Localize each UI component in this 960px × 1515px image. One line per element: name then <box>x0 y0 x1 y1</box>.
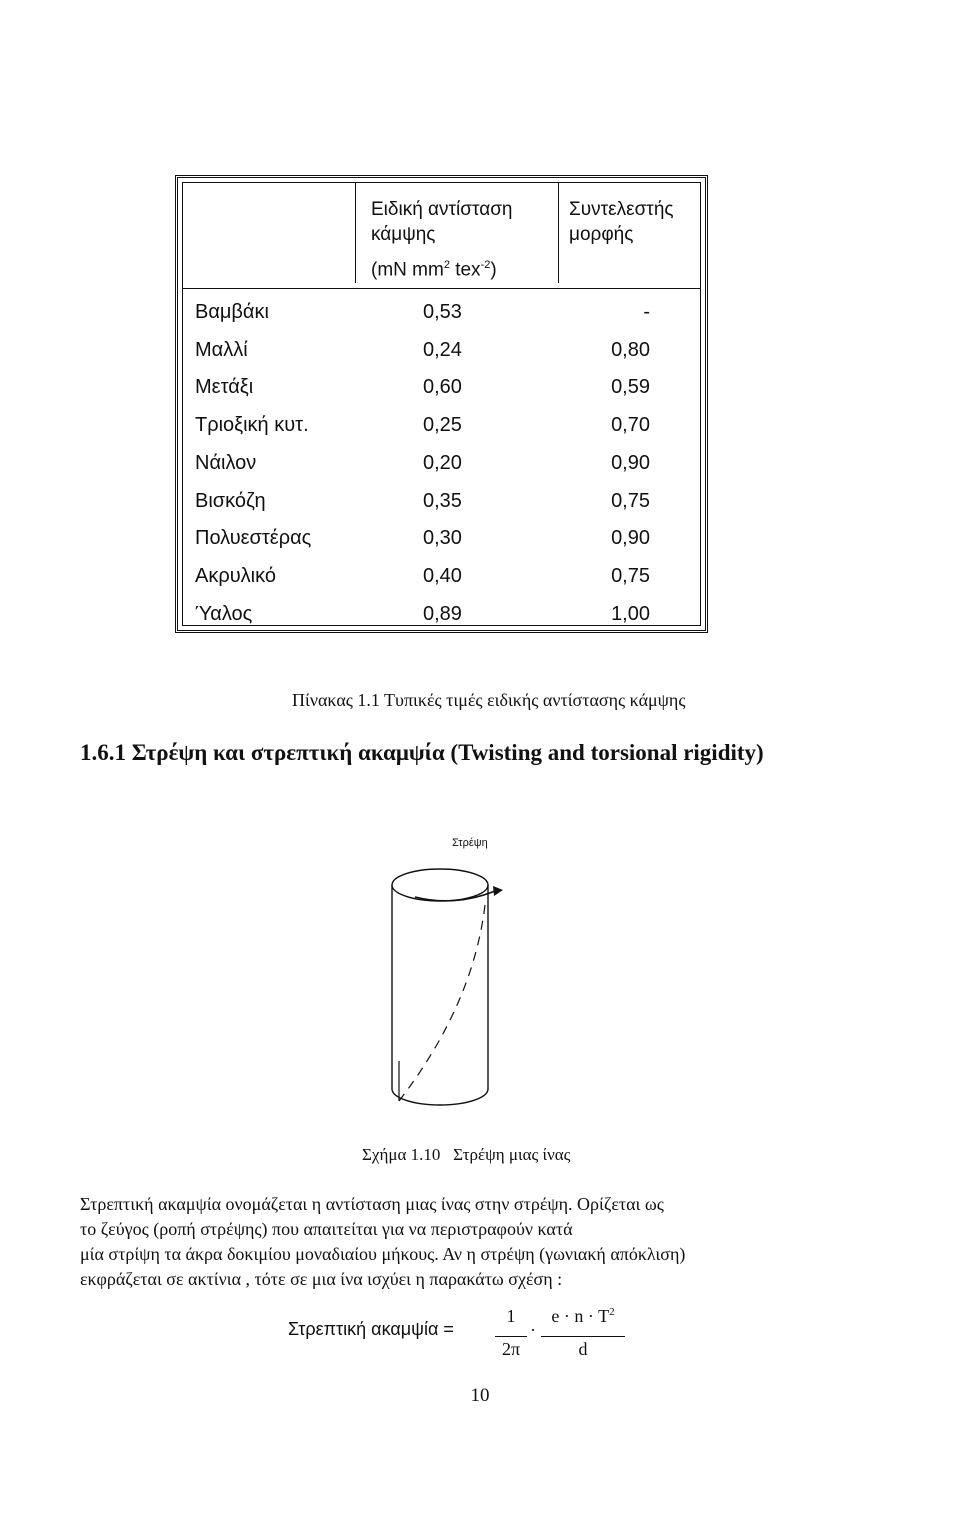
resistance-cell: 0,30 <box>423 527 462 550</box>
body-paragraph <box>80 1192 840 1292</box>
formula-frac1-numerator: 1 <box>506 1306 516 1326</box>
table-row <box>183 484 700 522</box>
resistance-cell: 0,25 <box>423 414 462 437</box>
table-row <box>183 559 700 597</box>
material-cell: Τριοξική κυτ. <box>195 414 309 437</box>
table-row <box>183 295 700 333</box>
formula-frac1-denominator: 2π <box>501 1339 521 1359</box>
fraction-bar <box>541 1336 625 1337</box>
figure-caption: Σχήμα 1.10 Στρέψη μιας ίνας <box>362 1145 571 1164</box>
resistance-cell: 0,53 <box>423 301 462 323</box>
shape-factor-cell: 0,59 <box>611 376 650 399</box>
resistance-cell: 0,40 <box>423 564 462 587</box>
formula-frac2-numerator: $e \cdot n \cdot T^2$ <box>551 1306 615 1326</box>
resistance-cell: 0,89 <box>423 602 462 625</box>
twisted-fibre-cylinder-icon <box>385 855 525 1115</box>
material-cell: Μαλλί <box>195 338 248 361</box>
resistance-cell: 0,35 <box>423 489 462 512</box>
material-cell: Βισκόζη <box>195 489 266 512</box>
material-cell: Βαμβάκι <box>195 301 269 323</box>
shape-factor-cell: 0,75 <box>611 564 650 587</box>
header-resistance: Ειδική αντίσταση κάμψης (mN $mm^2$ tex$^{-2}$) <box>371 199 513 281</box>
shape-factor-cell: 0,80 <box>611 338 650 361</box>
paragraph-line: Στρεπτική ακαμψία ονομάζεται η αντίσταση μιας ίνας στην στρέψη. Ορίζεται ως <box>80 1194 664 1214</box>
paragraph-line: μία στρίψη τα άκρα δοκιμίου μοναδιαίου μήκους. Αν η στρέψη (γωνιακή απόκλιση) <box>80 1244 686 1264</box>
table-row <box>183 446 700 484</box>
figure-label: Στρέψη <box>452 837 488 849</box>
fraction-bar <box>495 1336 527 1337</box>
paragraph-line: το ζεύγος (ροπή στρέψης) που απαιτείται για να περιστραφούν κατά <box>80 1219 573 1239</box>
formula-frac2-denominator: d <box>578 1339 588 1359</box>
material-cell: Ύαλος <box>195 602 253 625</box>
shape-factor-cell: - <box>643 301 650 323</box>
material-cell: Νάιλον <box>195 451 257 474</box>
table-row <box>183 370 700 408</box>
page-number: 10 <box>470 1385 490 1406</box>
shape-factor-cell: 0,90 <box>611 451 650 474</box>
table-row <box>183 597 700 635</box>
section-heading: 1.6.1 Στρέψη και στρεπτική ακαμψία (Twisting and torsional rigidity) <box>80 740 764 765</box>
shape-factor-cell: 0,75 <box>611 489 650 512</box>
multiply-dot: · <box>530 1320 536 1340</box>
header-shape-factor: Συντελεστής μορφής <box>569 199 674 245</box>
table-row <box>183 521 700 559</box>
material-cell: Μετάξι <box>195 376 254 399</box>
table-row <box>183 333 700 371</box>
shape-factor-cell: 0,70 <box>611 414 650 437</box>
shape-factor-cell: 1,00 <box>611 602 650 625</box>
material-cell: Ακρυλικό <box>195 564 276 587</box>
fibre-properties-table <box>175 175 708 633</box>
paragraph-line: εκφράζεται σε ακτίνια , τότε σε μια ίνα ισχύει η παρακάτω σχέση : <box>80 1269 563 1289</box>
resistance-cell: 0,20 <box>423 451 462 474</box>
formula-label: Στρεπτική ακαμψία = <box>288 1319 454 1339</box>
resistance-cell: 0,24 <box>423 338 462 361</box>
table-caption: Πίνακας 1.1 Τυπικές τιμές ειδικής αντίστασης κάμψης <box>292 690 686 710</box>
table-row <box>183 408 700 446</box>
resistance-cell: 0,60 <box>423 376 462 399</box>
shape-factor-cell: 0,90 <box>611 527 650 550</box>
material-cell: Πολυεστέρας <box>195 527 312 550</box>
